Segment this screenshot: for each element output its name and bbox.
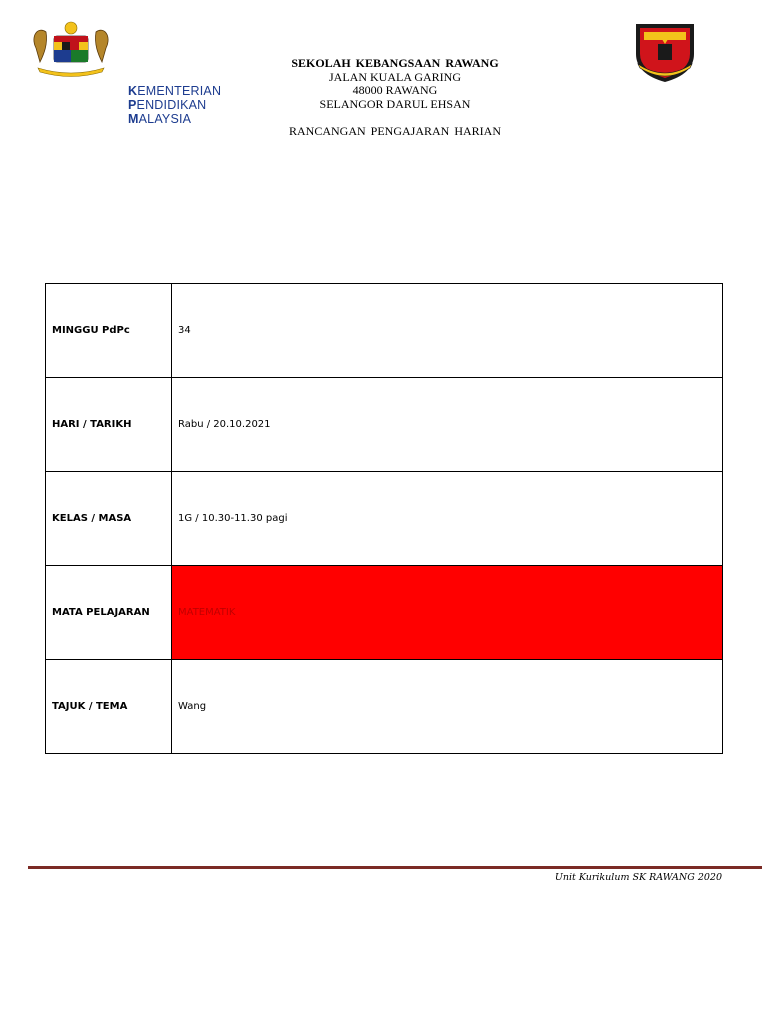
address-line: SELANGOR DARUL EHSAN xyxy=(319,96,471,111)
table-row xyxy=(46,378,723,472)
row-label: MINGGU PdPc xyxy=(46,284,172,378)
row-value-highlighted: MATEMATIK xyxy=(172,566,723,660)
ministry-logo-line: PENDIDIKAN xyxy=(128,98,207,112)
school-header xyxy=(230,57,560,111)
address-line: JALAN KUALA GARING xyxy=(329,69,461,84)
malaysia-coat-of-arms-icon xyxy=(28,18,114,78)
lesson-info-table xyxy=(45,283,723,754)
table-row xyxy=(46,660,723,754)
document-title: RANCANGAN PENGAJARAN HARIAN xyxy=(288,124,501,138)
address-line: 48000 RAWANG xyxy=(352,83,438,97)
row-value: Rabu / 20.10.2021 xyxy=(172,378,723,472)
ministry-logo xyxy=(128,84,238,126)
ministry-logo-line: KEMENTERIAN xyxy=(128,84,222,98)
row-label: KELAS / MASA xyxy=(46,472,172,566)
row-value: Wang xyxy=(172,660,723,754)
table-row xyxy=(46,472,723,566)
table-row xyxy=(46,284,723,378)
row-label: MATA PELAJARAN xyxy=(46,566,172,660)
table-row xyxy=(46,566,723,660)
school-name: SEKOLAH KEBANGSAAN RAWANG xyxy=(291,56,499,70)
row-value: 1G / 10.30-11.30 pagi xyxy=(172,472,723,566)
footer-text: Unit Kurikulum SK RAWANG 2020 xyxy=(554,872,722,883)
ministry-logo-line: MALAYSIA xyxy=(128,112,192,126)
school-badge-icon xyxy=(630,18,700,84)
row-label: TAJUK / TEMA xyxy=(46,660,172,754)
row-value: 34 xyxy=(172,284,723,378)
row-label: HARI / TARIKH xyxy=(46,378,172,472)
footer-divider xyxy=(28,866,762,869)
